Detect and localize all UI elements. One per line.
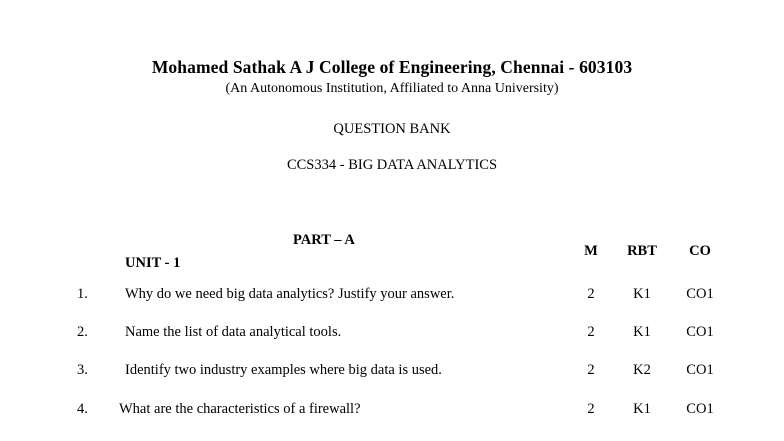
question-rbt: K1 bbox=[633, 286, 651, 302]
question-number: 3. bbox=[77, 362, 88, 378]
part-heading: PART – A bbox=[293, 232, 355, 248]
document-title: QUESTION BANK bbox=[333, 121, 451, 137]
question-rbt: K1 bbox=[633, 401, 651, 417]
question-marks: 2 bbox=[587, 401, 595, 417]
question-text: Name the list of data analytical tools. bbox=[125, 324, 342, 340]
question-row bbox=[0, 401, 784, 421]
question-marks: 2 bbox=[587, 324, 595, 340]
question-row bbox=[0, 286, 784, 306]
question-marks: 2 bbox=[587, 286, 595, 302]
question-text: Identify two industry examples where big data is used. bbox=[125, 362, 442, 378]
question-rbt: K2 bbox=[633, 362, 651, 378]
question-text: Why do we need big data analytics? Justify your answer. bbox=[125, 286, 455, 302]
institution-subtitle: (An Autonomous Institution, Affiliated to Anna University) bbox=[225, 81, 559, 96]
question-co: CO1 bbox=[686, 286, 714, 302]
question-number: 4. bbox=[77, 401, 88, 417]
question-number: 2. bbox=[77, 324, 88, 340]
question-rbt: K1 bbox=[633, 324, 651, 340]
question-marks: 2 bbox=[587, 362, 595, 378]
column-header-marks: M bbox=[584, 243, 598, 259]
question-number: 1. bbox=[77, 286, 88, 302]
unit-heading: UNIT - 1 bbox=[125, 255, 181, 271]
column-header-rbt: RBT bbox=[627, 243, 657, 259]
question-co: CO1 bbox=[686, 362, 714, 378]
question-row bbox=[0, 362, 784, 382]
question-text: What are the characteristics of a firewall? bbox=[119, 401, 361, 417]
course-title: CCS334 - BIG DATA ANALYTICS bbox=[286, 157, 498, 173]
college-name: Mohamed Sathak A J College of Engineering, Chennai - 603103 bbox=[151, 57, 633, 77]
question-co: CO1 bbox=[686, 324, 714, 340]
question-co: CO1 bbox=[686, 401, 714, 417]
column-header-co: CO bbox=[689, 243, 711, 259]
question-row bbox=[0, 324, 784, 344]
